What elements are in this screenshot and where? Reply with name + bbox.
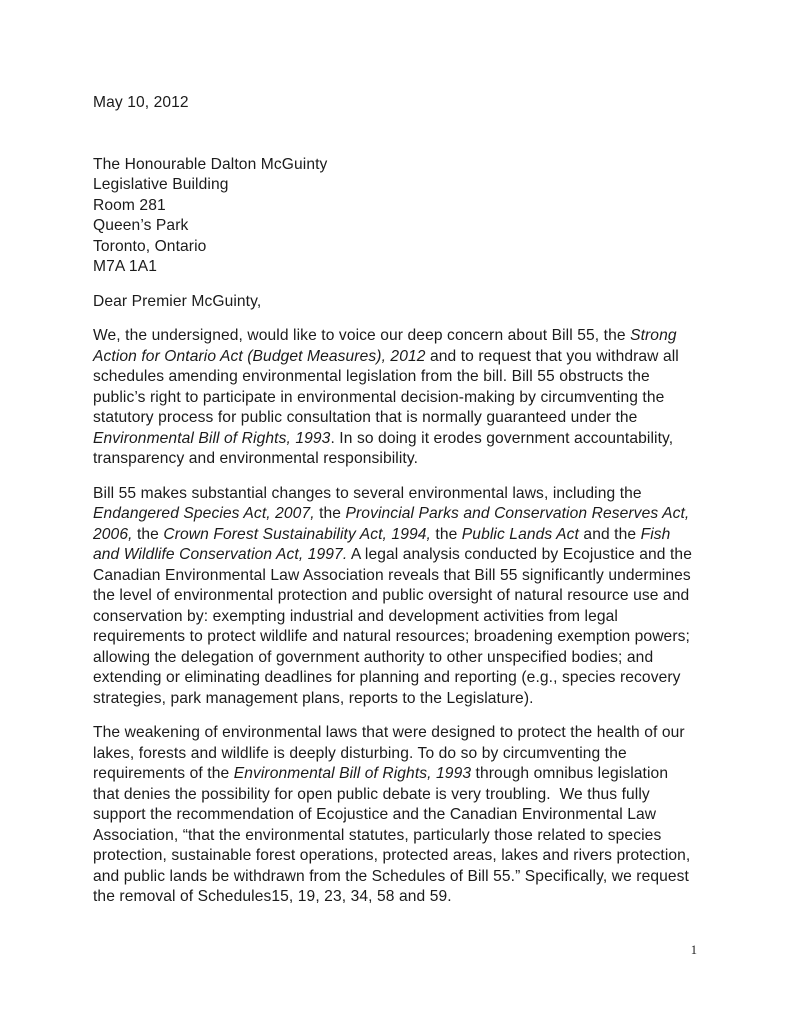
italic-text: Crown Forest Sustainability Act, 1994,: [163, 525, 431, 543]
plain-text: . In so doing it erodes government accountability, transparency and environmental responsibility.: [93, 429, 678, 467]
body-paragraph: [93, 723, 697, 908]
plain-text: the: [132, 525, 164, 543]
italic-text: Strong Action for Ontario Act (Budget Measures), 2012: [93, 327, 681, 365]
italic-text: Fish and Wildlife Conservation Act, 1997.: [93, 525, 675, 563]
address-line: Legislative Building: [93, 176, 229, 193]
recipient-address: [93, 155, 697, 278]
plain-text: A legal analysis conducted by Ecojustice and the Canadian Environmental Law Association reveals that Bill 55 significantly undermines the level of environmental protection and public oversight of natural resource use and conservation by: exempting industrial and development activities from legal requirements to protect wildlife and natural resources; broadening exemption powers; allowing the delegation of government authority to other unspecified bodies; and extending or eliminating deadlines for planning and reporting (e.g., species recovery strategies, park management plans, reports to the Legislature).: [93, 546, 697, 707]
letter-date: May 10, 2012: [93, 94, 189, 111]
address-line: Queen’s Park: [93, 217, 189, 234]
address-line: Room 281: [93, 196, 166, 214]
page-number: 1: [690, 943, 697, 957]
address-line: M7A 1A1: [93, 258, 157, 275]
italic-text: Provincial Parks and Conservation Reserves Act, 2006,: [93, 505, 694, 543]
plain-text: the: [314, 505, 346, 522]
plain-text: Bill 55 makes substantial changes to several environmental laws, including the: [93, 484, 647, 502]
plain-text: through omnibus legislation that denies the possibility for open public debate is very troubling. We thus fully support the recommendation of Ecojustice and the Canadian Environmental Law Association, “that the environmental statutes, particularly those related to species protection, sustainable forest operations, protected areas, lakes and rivers protection, and public lands be withdrawn from the Schedules of Bill 55.” Specifically, we request the removal of Schedules15, 19, 23, 34, 58 and 59.: [93, 765, 695, 905]
italic-text: Endangered Species Act, 2007,: [93, 505, 315, 522]
salutation: Dear Premier McGuinty,: [93, 292, 262, 310]
letter-body: [93, 326, 697, 908]
italic-text: Environmental Bill of Rights, 1993: [233, 765, 472, 782]
italic-text: Public Lands Act: [461, 525, 579, 543]
plain-text: and the: [578, 525, 641, 543]
plain-text: the: [430, 525, 462, 543]
plain-text: and to request that you withdraw all schedules amending environmental legislation from the bill. Bill 55 obstructs the public’s right to participate in environmental decision-making by circumventing the statutory process for public consultation that is normally guaranteed under the: [93, 347, 684, 426]
address-line: Toronto, Ontario: [93, 237, 207, 255]
body-paragraph: [93, 326, 697, 470]
plain-text: We, the undersigned, would like to voice our deep concern about Bill 55, the: [93, 327, 631, 344]
italic-text: Environmental Bill of Rights, 1993: [93, 429, 331, 447]
address-line: The Honourable Dalton McGuinty: [93, 155, 328, 173]
plain-text: The weakening of environmental laws that were designed to protect the health of our lakes, forests and wildlife is deeply disturbing. To do so by circumventing the requirements of the: [93, 724, 690, 782]
letter-content: [93, 93, 697, 908]
body-paragraph: [93, 484, 697, 710]
